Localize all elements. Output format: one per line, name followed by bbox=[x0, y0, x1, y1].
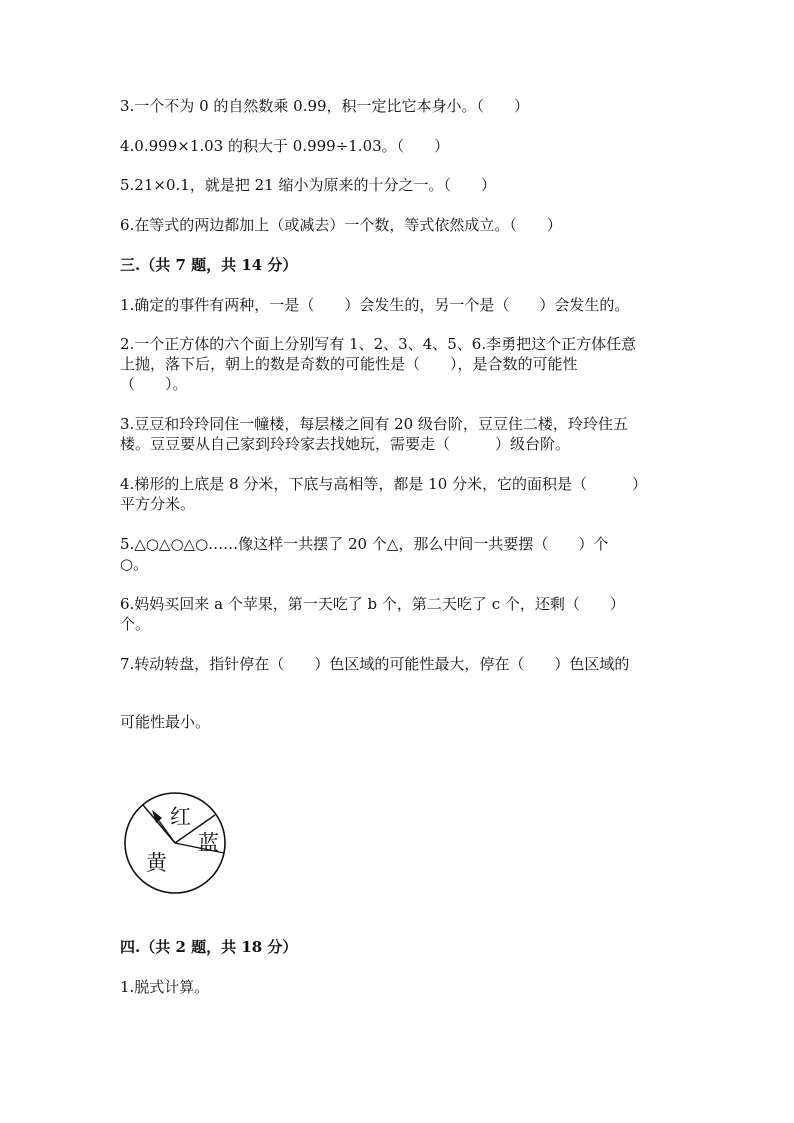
question-2-6: 6.在等式的两边都加上（或减去）一个数，等式依然成立。（ ） bbox=[120, 216, 562, 234]
section-3-heading: 三.（共 7 题，共 14 分） bbox=[120, 256, 298, 274]
question-3-5-line-1: 5.△○△○△○……像这样一共摆了 20 个△，那么中间一共要摆（ ）个 bbox=[120, 535, 609, 553]
question-3-3-line-1: 3.豆豆和玲玲同住一幢楼，每层楼之间有 20 级台阶，豆豆住二楼，玲玲住五 bbox=[120, 415, 628, 433]
question-3-6-line-2: 个。 bbox=[120, 615, 151, 633]
question-3-6-line-1: 6.妈妈买回来 a 个苹果，第一天吃了 b 个，第二天吃了 c 个，还剩（ ） bbox=[120, 595, 625, 613]
question-3-3-line-2: 楼。豆豆要从自己家到玲玲家去找她玩，需要走（ ）级台阶。 bbox=[120, 435, 571, 453]
question-3-4-line-2: 平方分米。 bbox=[120, 495, 196, 513]
question-3-4-line-1: 4.梯形的上底是 8 分米，下底与高相等，都是 10 分米，它的面积是（ ） bbox=[120, 475, 648, 493]
spinner-wheel bbox=[120, 788, 230, 898]
question-2-3: 3.一个不为 0 的自然数乘 0.99，积一定比它本身小。（ ） bbox=[120, 97, 530, 115]
spinner-label-red: 红 bbox=[170, 805, 191, 829]
question-3-2-line-2: 上抛，落下后，朝上的数是奇数的可能性是（ ），是合数的可能性 bbox=[120, 355, 578, 373]
spinner-label-blue: 蓝 bbox=[198, 831, 219, 855]
question-3-5-line-2: ○。 bbox=[120, 555, 149, 573]
spinner-label-yellow: 黄 bbox=[146, 851, 167, 875]
question-2-4: 4.0.999×1.03 的积大于 0.999÷1.03。（ ） bbox=[120, 137, 450, 155]
question-3-2-line-3: （ ）。 bbox=[120, 375, 188, 393]
question-3-2-line-1: 2.一个正方体的六个面上分别写有 1、2、3、4、5、6.李勇把这个正方体任意 bbox=[120, 335, 637, 353]
question-2-5: 5.21×0.1，就是把 21 缩小为原来的十分之一。（ ） bbox=[120, 176, 496, 194]
question-3-1: 1.确定的事件有两种，一是（ ）会发生的，另一个是（ ）会发生的。 bbox=[120, 296, 630, 314]
section-4-heading: 四.（共 2 题，共 18 分） bbox=[120, 938, 298, 956]
question-3-7-line-2: 可能性最小。 bbox=[120, 713, 211, 731]
question-4-1: 1.脱式计算。 bbox=[120, 978, 210, 996]
question-3-7-line-1: 7.转动转盘，指针停在（ ）色区域的可能性最大，停在（ ）色区域的 bbox=[120, 655, 630, 673]
